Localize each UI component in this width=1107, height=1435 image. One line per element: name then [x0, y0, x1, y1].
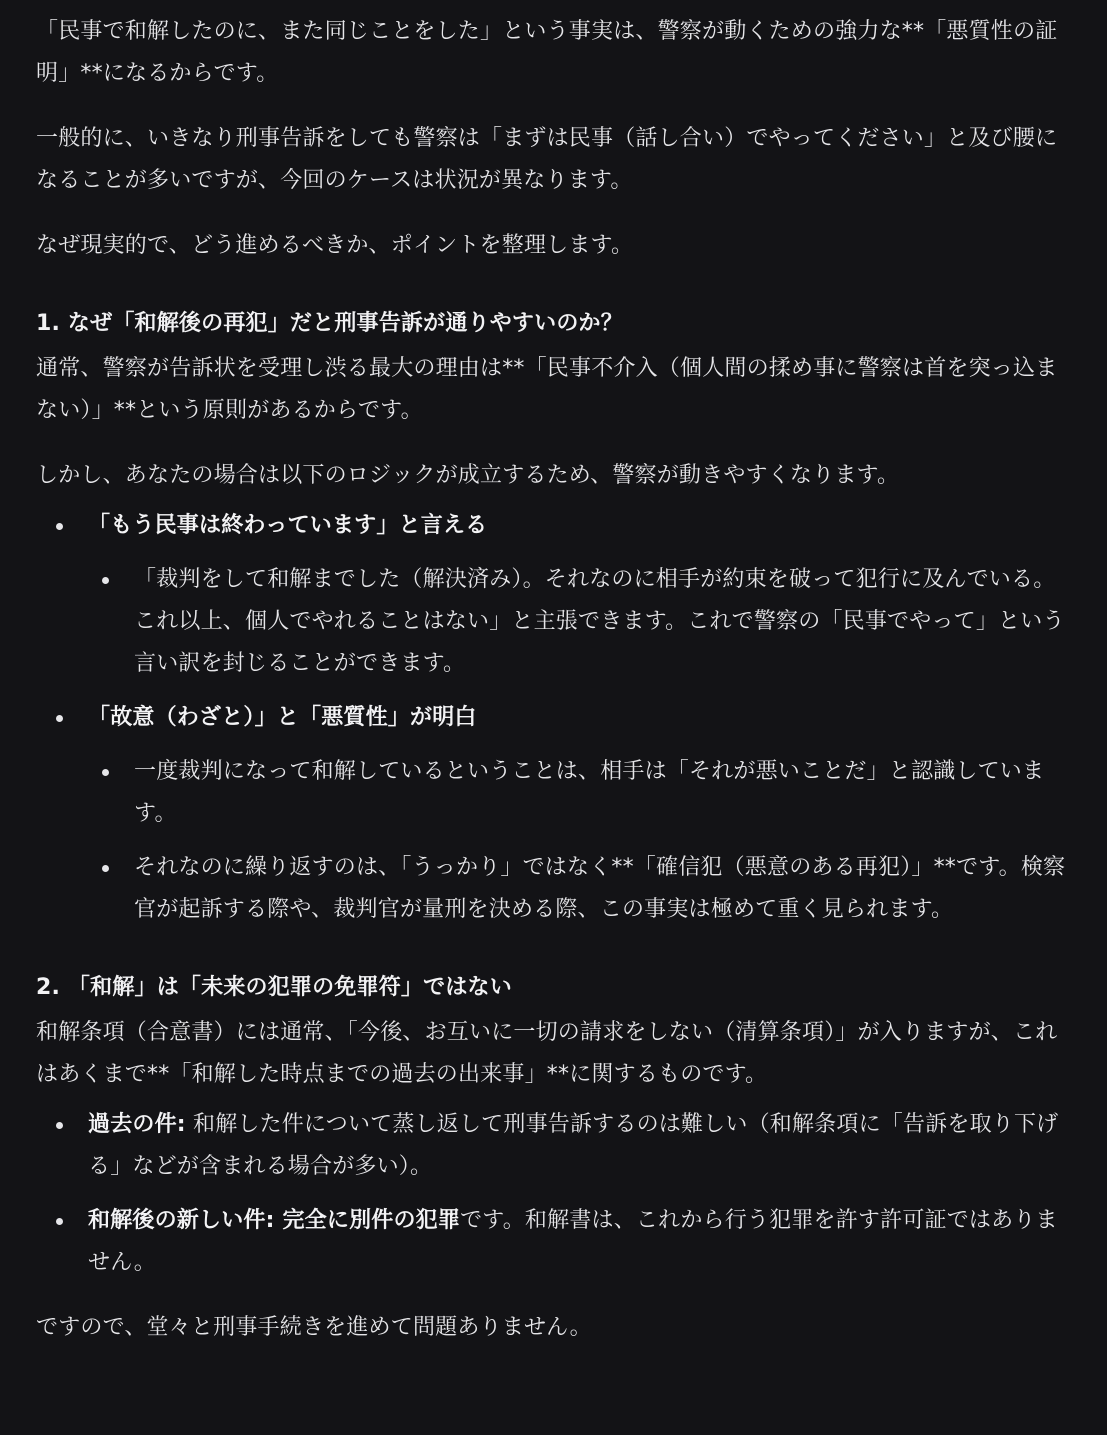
- sub-list-item: 「裁判をして和解までした（解決済み）。それなのに相手が約束を破って犯行に及んでいる。これ以上、個人でやれることはない」と主張できます。これで警察の「民事でやって」という言い訳を封じることができます。: [88, 559, 1071, 685]
- list-item: [36, 697, 1071, 931]
- list-item-title: 「もう民事は終わっています」と言える: [88, 513, 488, 538]
- section-2-list: [36, 1104, 1071, 1284]
- list-item: [36, 505, 1071, 685]
- intro-paragraph-1: 「民事で和解したのに、また同じことをした」という事実は、警察が動くための強力な**「悪質性の証明」**になるからです。: [36, 19, 1058, 86]
- list-item-label: 過去の件:: [88, 1112, 186, 1137]
- section-1-paragraph-2: しかし、あなたの場合は以下のロジックが成立するため、警察が動きやすくなります。: [36, 463, 900, 488]
- list-item-text: 和解した件について蒸し返して刑事告訴するのは難しい（和解条項に「告訴を取り下げる」などが含まれる場合が多い）。: [88, 1112, 1059, 1179]
- section-2-heading: 2. 「和解」は「未来の犯罪の免罪符」ではない: [36, 975, 512, 1000]
- section-2-paragraph-1: 和解条項（合意書）には通常、「今後、お互いに一切の請求をしない（清算条項）」が入りますが、これはあくまで**「和解した時点までの過去の出来事」**に関するものです。: [36, 1020, 1058, 1087]
- sub-list: [88, 559, 1071, 685]
- list-item-text: です。和解書は、これから行う犯罪を許す許可証ではありません。: [88, 1208, 1058, 1275]
- intro-paragraph-2: 一般的に、いきなり刑事告訴をしても警察は「まずは民事（話し合い）でやってください」と及び腰になることが多いですが、今回のケースは状況が異なります。: [36, 126, 1058, 193]
- list-item: [36, 1104, 1071, 1188]
- conclusion-paragraph: ですので、堂々と刑事手続きを進めて問題ありません。: [36, 1315, 592, 1340]
- sub-list-item: それなのに繰り返すのは、「うっかり」ではなく**「確信犯（悪意のある再犯）」**です。検察官が起訴する際や、裁判官が量刑を決める際、この事実は極めて重く見られます。: [88, 847, 1071, 931]
- list-item-emphasis: 完全に別件の犯罪: [274, 1208, 461, 1233]
- list-item-label: 和解後の新しい件:: [88, 1208, 275, 1233]
- list-item: [36, 1200, 1071, 1284]
- intro-paragraph-3: なぜ現実的で、どう進めるべきか、ポイントを整理します。: [36, 233, 634, 258]
- list-item-title: 「故意（わざと）」と「悪質性」が明白: [88, 705, 477, 730]
- section-1-list: [36, 505, 1071, 931]
- sub-list-item: 一度裁判になって和解しているということは、相手は「それが悪いことだ」と認識しています。: [88, 751, 1071, 835]
- sub-list: [88, 751, 1071, 931]
- section-1-paragraph-1: 通常、警察が告訴状を受理し渋る最大の理由は**「民事不介入（個人間の揉め事に警察は首を突っ込まない）」**という原則があるからです。: [36, 356, 1058, 423]
- section-1-heading: 1. なぜ「和解後の再犯」だと刑事告訴が通りやすいのか？: [36, 311, 623, 336]
